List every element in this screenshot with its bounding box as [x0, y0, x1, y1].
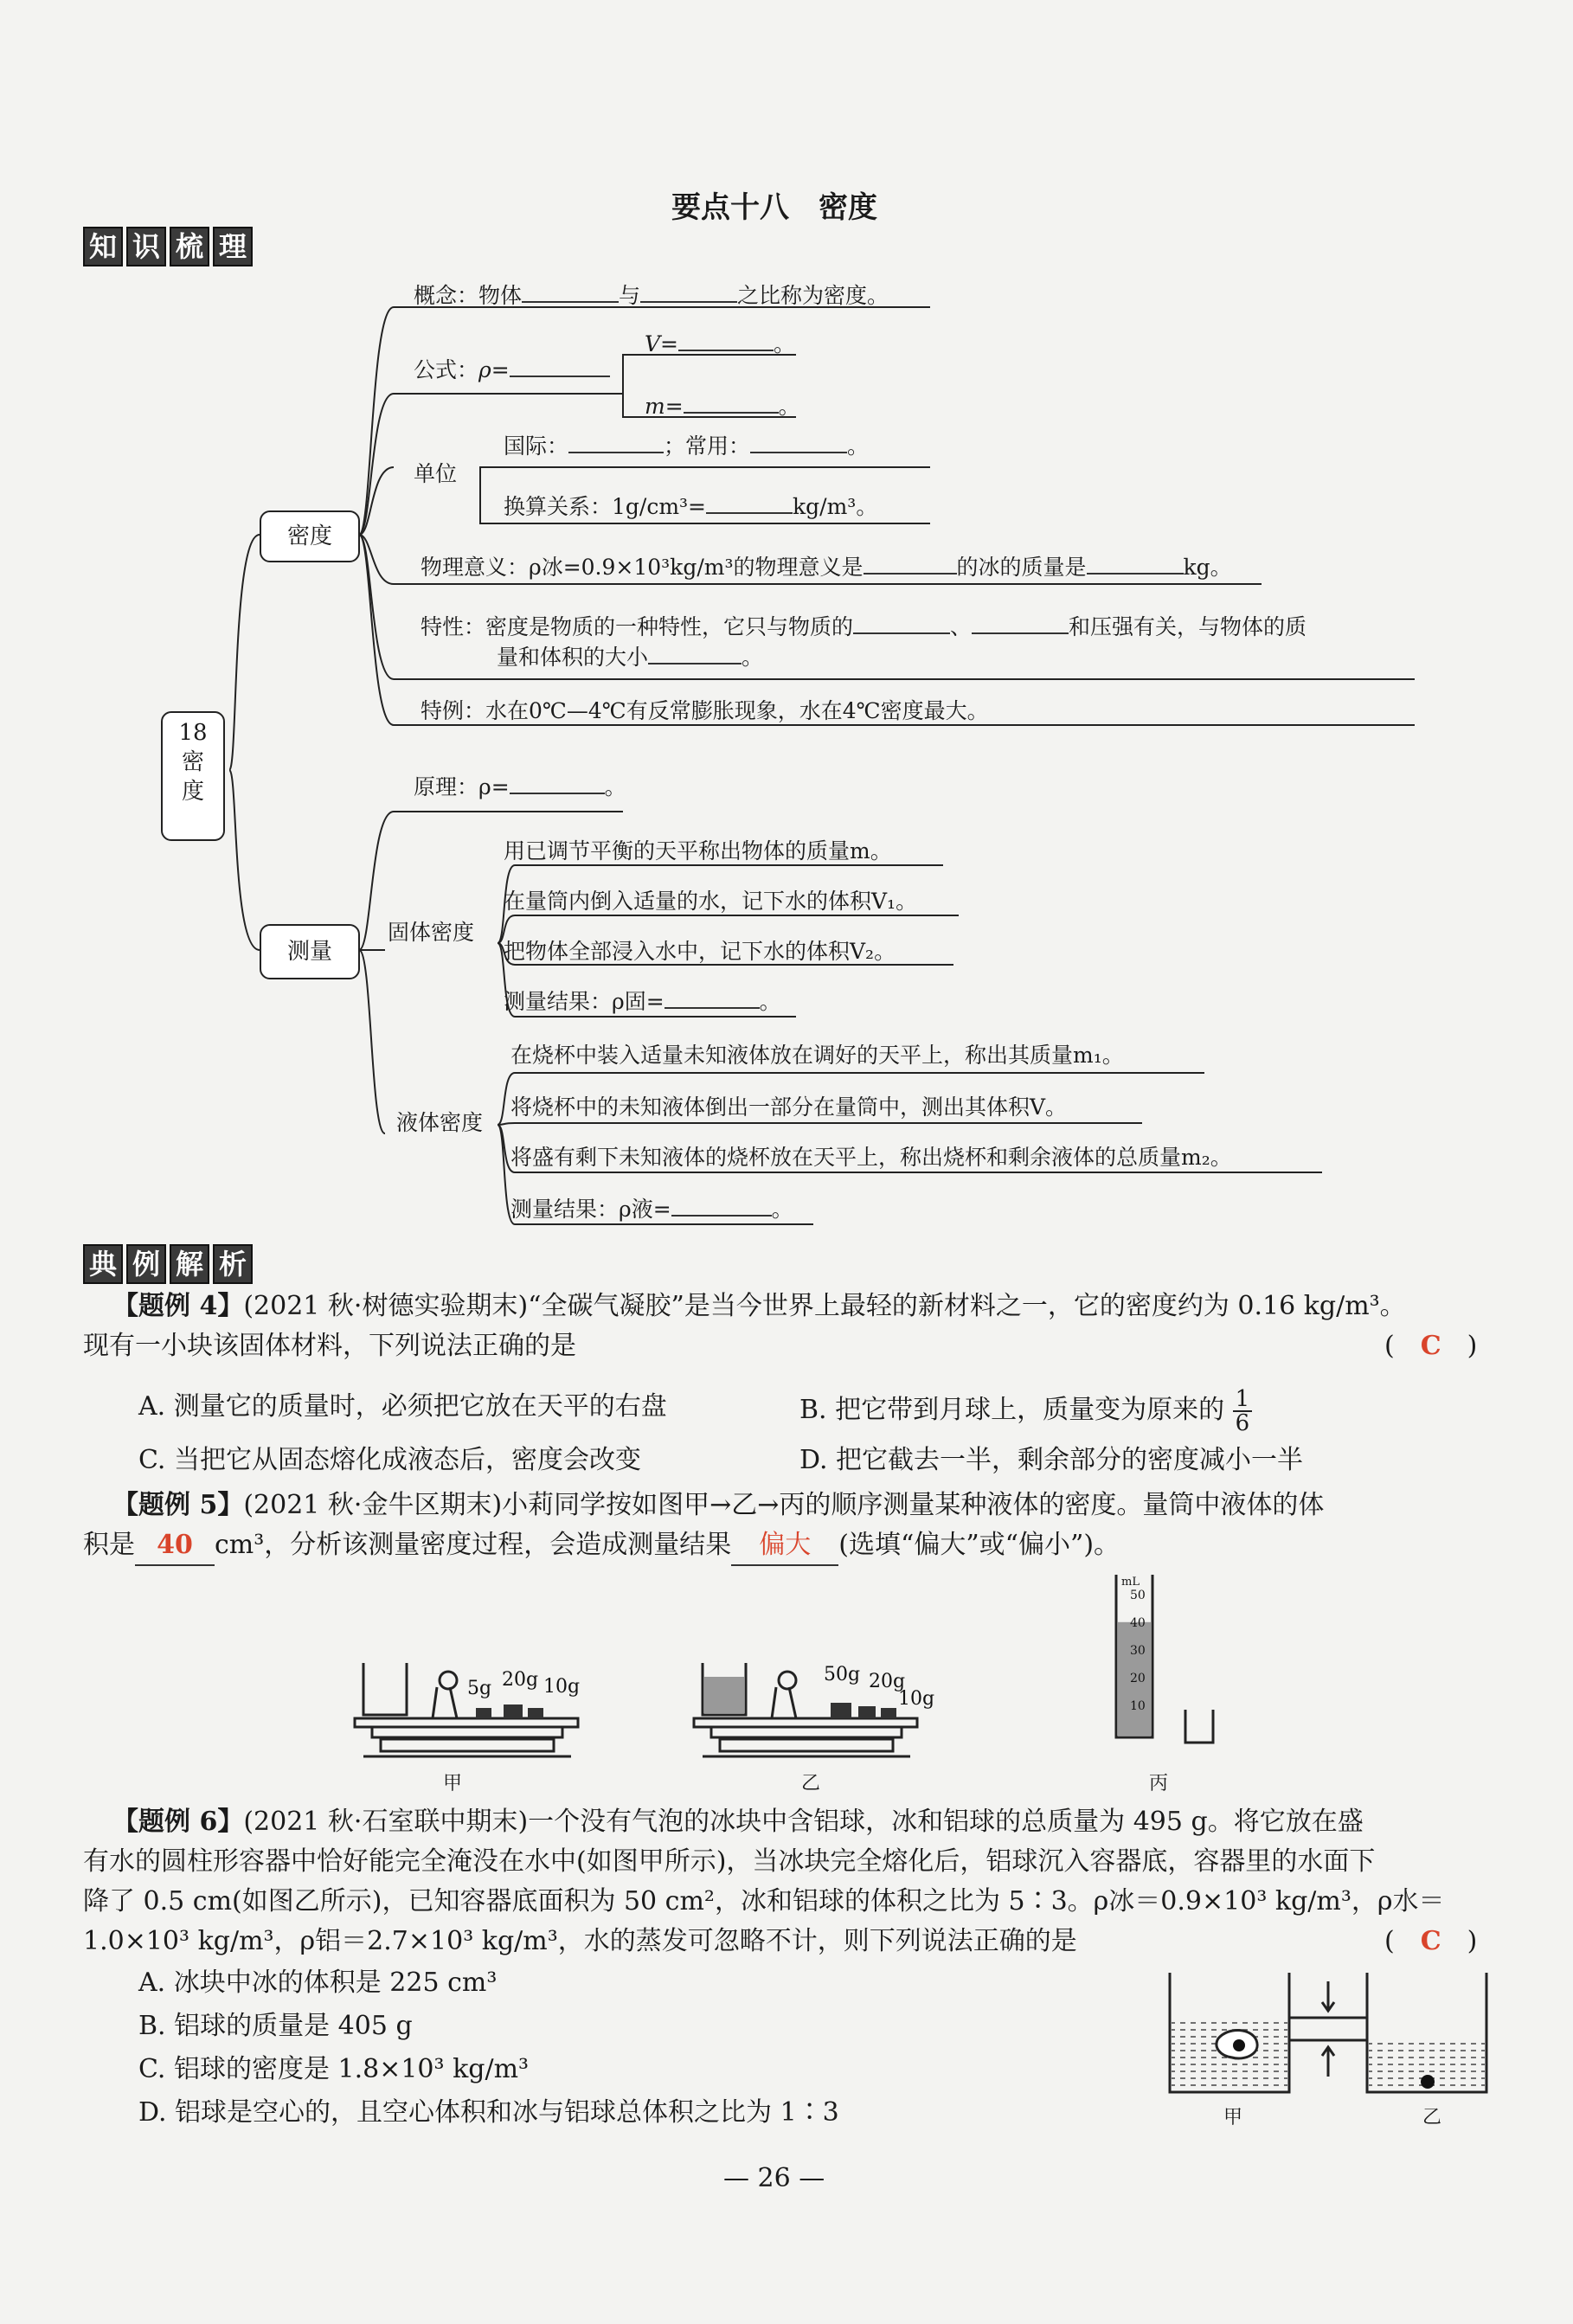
ex4-answer-bracket: ( C ) — [1384, 1331, 1478, 1361]
ex4-option-b — [799, 1388, 1252, 1435]
blank — [972, 632, 1069, 634]
blank — [1087, 573, 1184, 575]
principle-line: 原理：ρ= 。 — [414, 774, 626, 799]
root-number: 18 — [178, 720, 208, 746]
ex5-answer-volume: 40 — [135, 1526, 215, 1566]
ex6-caption-yi: 乙 — [1422, 2107, 1442, 2128]
blank — [671, 1215, 772, 1217]
blank — [750, 452, 847, 453]
formula-v: V= — [645, 331, 679, 356]
solid-step-1: 用已调节平衡的天平称出物体的质量m。 — [504, 838, 892, 863]
ex5-yi-beaker-liquid — [704, 1677, 744, 1713]
ex4-option-b-text: B. 把它带到月球上，质量变为原来的 — [799, 1395, 1225, 1425]
ex6-answer: C — [1420, 1926, 1441, 1956]
prop-text: 量和体积的大小 — [497, 645, 649, 670]
blank — [648, 663, 742, 664]
ex6-line-4: 1.0×10³ kg/m³，ρ铝＝2.7×10³ kg/m³，水的蒸发可忽略不计，则下列说法正确的是 — [83, 1926, 1077, 1956]
physical-meaning-line — [421, 550, 1232, 581]
page-title: 要点十八 密度 — [671, 190, 877, 225]
unit-text: ；常用： — [664, 433, 751, 459]
unit-text: 国际： — [504, 433, 569, 459]
ex5-yi-weight: 50g — [824, 1664, 861, 1685]
ex6-line-1 — [112, 1803, 1364, 1841]
ex5-cylinder-unit: mL — [1121, 1576, 1140, 1589]
ex5-cylinder-tick: 10 — [1130, 1699, 1146, 1713]
mindmap-measure-node: 测量 — [260, 924, 360, 979]
blank — [568, 452, 664, 453]
ex4-tag: 【题例 4】 — [112, 1291, 244, 1321]
blank — [853, 632, 950, 634]
concept-text: 与 — [619, 283, 641, 308]
ex5-text: cm³，分析该测量密度过程，会造成测量结果 — [215, 1530, 732, 1560]
ex5-tag: 【题例 5】 — [112, 1490, 244, 1520]
section-char: 解 — [170, 1244, 209, 1284]
section-char: 例 — [126, 1244, 166, 1284]
blank — [864, 573, 957, 575]
phys-text: 的冰的质量是 — [956, 555, 1087, 580]
ex5-caption-jia: 甲 — [443, 1773, 463, 1794]
ex4-answer: C — [1420, 1331, 1441, 1361]
liquid-step-3: 将盛有剩下未知液体的烧杯放在天平上，称出烧杯和剩余液体的总质量m₂。 — [510, 1145, 1232, 1170]
ex5-text: (选填“偏大”或“偏小”)。 — [838, 1530, 1120, 1560]
solid-result-text: 测量结果：ρ固= — [504, 989, 665, 1014]
ex6-tag: 【题例 6】 — [112, 1807, 244, 1837]
ex6-option-c: C. 铝球的密度是 1.8×10³ kg/m³ — [138, 2054, 530, 2084]
formula-m-line: m= 。 — [645, 394, 800, 419]
ex5-caption-bing: 丙 — [1149, 1773, 1169, 1794]
section-char: 析 — [213, 1244, 253, 1284]
section-char: 理 — [213, 227, 253, 266]
ex4-text: (2021 秋·树德实验期末)“全碳气凝胶”是当今世界上最轻的新材料之一，它的密度约为 0.16 kg/m³。 — [243, 1291, 1406, 1321]
ex6-line-2: 有水的圆柱形容器中恰好能完全淹没在水中(如图甲所示)，当冰块完全熔化后，铝球沉入容器底，容器里的水面下 — [83, 1846, 1376, 1877]
ex5-figure-jia — [346, 1635, 606, 1774]
mindmap-root — [161, 711, 225, 841]
ex6-line-3: 降了 0.5 cm(如图乙所示)，已知容器底面积为 50 cm²，冰和铝球的体积之比为 5∶3。ρ冰＝0.9×10³ kg/m³，ρ水＝ — [83, 1886, 1445, 1916]
phys-text: 物理意义：ρ冰=0.9×10³kg/m³的物理意义是 — [421, 555, 864, 580]
solid-result: 测量结果：ρ固= 。 — [504, 989, 781, 1014]
ex6-option-b: B. 铝球的质量是 405 g — [138, 2011, 413, 2041]
fraction-numerator: 1 — [1233, 1388, 1253, 1412]
special-case-line: 特例：水在0℃—4℃有反常膨胀现象，水在4℃密度最大。 — [421, 698, 989, 723]
ex5-yi-weight: 10g — [898, 1688, 935, 1710]
prop-text: 、 — [950, 614, 973, 639]
solid-density-label: 固体密度 — [388, 920, 475, 945]
liquid-result-text: 测量结果：ρ液= — [510, 1197, 671, 1222]
concept-text: 之比称为密度。 — [737, 283, 889, 308]
concept-text: 概念：物体 — [414, 283, 523, 308]
ex5-text: 积是 — [83, 1530, 135, 1560]
ex4-line-1 — [112, 1287, 1406, 1326]
unit-label: 单位 — [414, 461, 458, 486]
formula-rho: ρ= — [478, 357, 510, 382]
liquid-result: 测量结果：ρ液= 。 — [510, 1197, 793, 1222]
ex5-answer-result: 偏大 — [731, 1526, 838, 1566]
ex5-jia-weight: 20g — [502, 1669, 539, 1691]
mindmap-density-node: 密度 — [260, 510, 360, 562]
unit-text: 换算关系：1g/cm³= — [504, 494, 707, 519]
unit-text: kg/m³。 — [793, 494, 878, 519]
fraction-denominator: 6 — [1235, 1410, 1250, 1436]
ex5-cylinder-tick: 40 — [1130, 1616, 1146, 1630]
unit-intl-line: 国际： ；常用： 。 — [504, 433, 870, 459]
prop-text: 和压强有关，与物体的质 — [1069, 614, 1307, 639]
ex5-jia-weight: 5g — [467, 1678, 492, 1699]
ex5-line-1 — [112, 1486, 1324, 1525]
blank — [510, 376, 610, 377]
section-char: 识 — [126, 227, 166, 266]
formula-line — [414, 353, 610, 384]
prop-text: 特性：密度是物质的一种特性，它只与物质的 — [421, 614, 854, 639]
ex4-option-c: C. 当把它从固态熔化成液态后，密度会改变 — [138, 1445, 641, 1475]
unit-convert-line — [504, 490, 877, 521]
ex5-cylinder-tick: 30 — [1130, 1644, 1146, 1658]
ex6-answer-bracket: ( C ) — [1384, 1926, 1478, 1956]
ex5-yi-weight: 20g — [869, 1671, 906, 1692]
fraction — [1233, 1388, 1253, 1435]
phys-text: kg。 — [1183, 555, 1232, 580]
principle-text: 原理：ρ= — [414, 774, 510, 799]
formula-m: m= — [645, 394, 684, 419]
blank — [640, 301, 737, 303]
solid-step-2: 在量筒内倒入适量的水，记下水的体积V₁。 — [504, 889, 918, 914]
root-char: 度 — [181, 779, 204, 805]
section-header-examples — [83, 1244, 253, 1284]
ex5-figure-bing — [1108, 1573, 1229, 1746]
ex5-jia-weight: 10g — [543, 1676, 581, 1698]
ex6-option-d: D. 铝球是空心的，且空心体积和冰与铝球总体积之比为 1∶3 — [138, 2097, 839, 2128]
liquid-density-label: 液体密度 — [396, 1110, 484, 1135]
ex4-option-d: D. 把它截去一半，剩余部分的密度减小一半 — [799, 1445, 1304, 1475]
ex5-line-2 — [83, 1526, 1120, 1566]
ex5-text: (2021 秋·金牛区期末)小莉同学按如图甲→乙→丙的顺序测量某种液体的密度。量筒中液体的体 — [243, 1490, 1325, 1520]
section-char: 典 — [83, 1244, 123, 1284]
section-char: 梳 — [170, 227, 209, 266]
blank — [522, 301, 619, 303]
property-line-1 — [421, 610, 1307, 641]
ex4-line-2: 现有一小块该固体材料，下列说法正确的是 — [83, 1331, 576, 1361]
liquid-step-2: 将烧杯中的未知液体倒出一部分在量筒中，测出其体积V。 — [510, 1095, 1068, 1120]
ex6-option-a: A. 冰块中冰的体积是 225 cm³ — [138, 1968, 498, 1998]
liquid-step-1: 在烧杯中装入适量未知液体放在调好的天平上，称出其质量m₁。 — [510, 1043, 1124, 1068]
solid-step-3: 把物体全部浸入水中，记下水的体积V₂。 — [504, 939, 896, 964]
root-char: 密 — [181, 749, 204, 775]
formula-v-line: V= 。 — [645, 331, 796, 356]
blank — [665, 1007, 760, 1009]
ex6-text: (2021 秋·石室联中期末)一个没有气泡的冰块中含铝球，冰和铝球的总质量为 495 g。将它放在盛 — [243, 1807, 1364, 1837]
formula-text: 公式： — [414, 357, 479, 382]
ex5-cylinder-tick: 50 — [1130, 1589, 1146, 1602]
blank — [706, 512, 793, 514]
blank — [678, 350, 774, 351]
page-number: — 26 — — [723, 2163, 825, 2193]
blank — [510, 793, 605, 794]
concept-line — [414, 279, 889, 310]
ex6-caption-jia: 甲 — [1223, 2107, 1243, 2128]
ex5-caption-yi: 乙 — [801, 1773, 821, 1794]
blank — [684, 412, 779, 414]
property-line-2: 量和体积的大小 。 — [497, 645, 764, 670]
ex5-figure-yi — [685, 1635, 945, 1774]
section-char: 知 — [83, 227, 123, 266]
ex5-cylinder-tick: 20 — [1130, 1672, 1146, 1685]
ex4-option-a: A. 测量它的质量时，必须把它放在天平的右盘 — [138, 1391, 667, 1422]
ex6-figure — [1159, 1964, 1506, 2120]
